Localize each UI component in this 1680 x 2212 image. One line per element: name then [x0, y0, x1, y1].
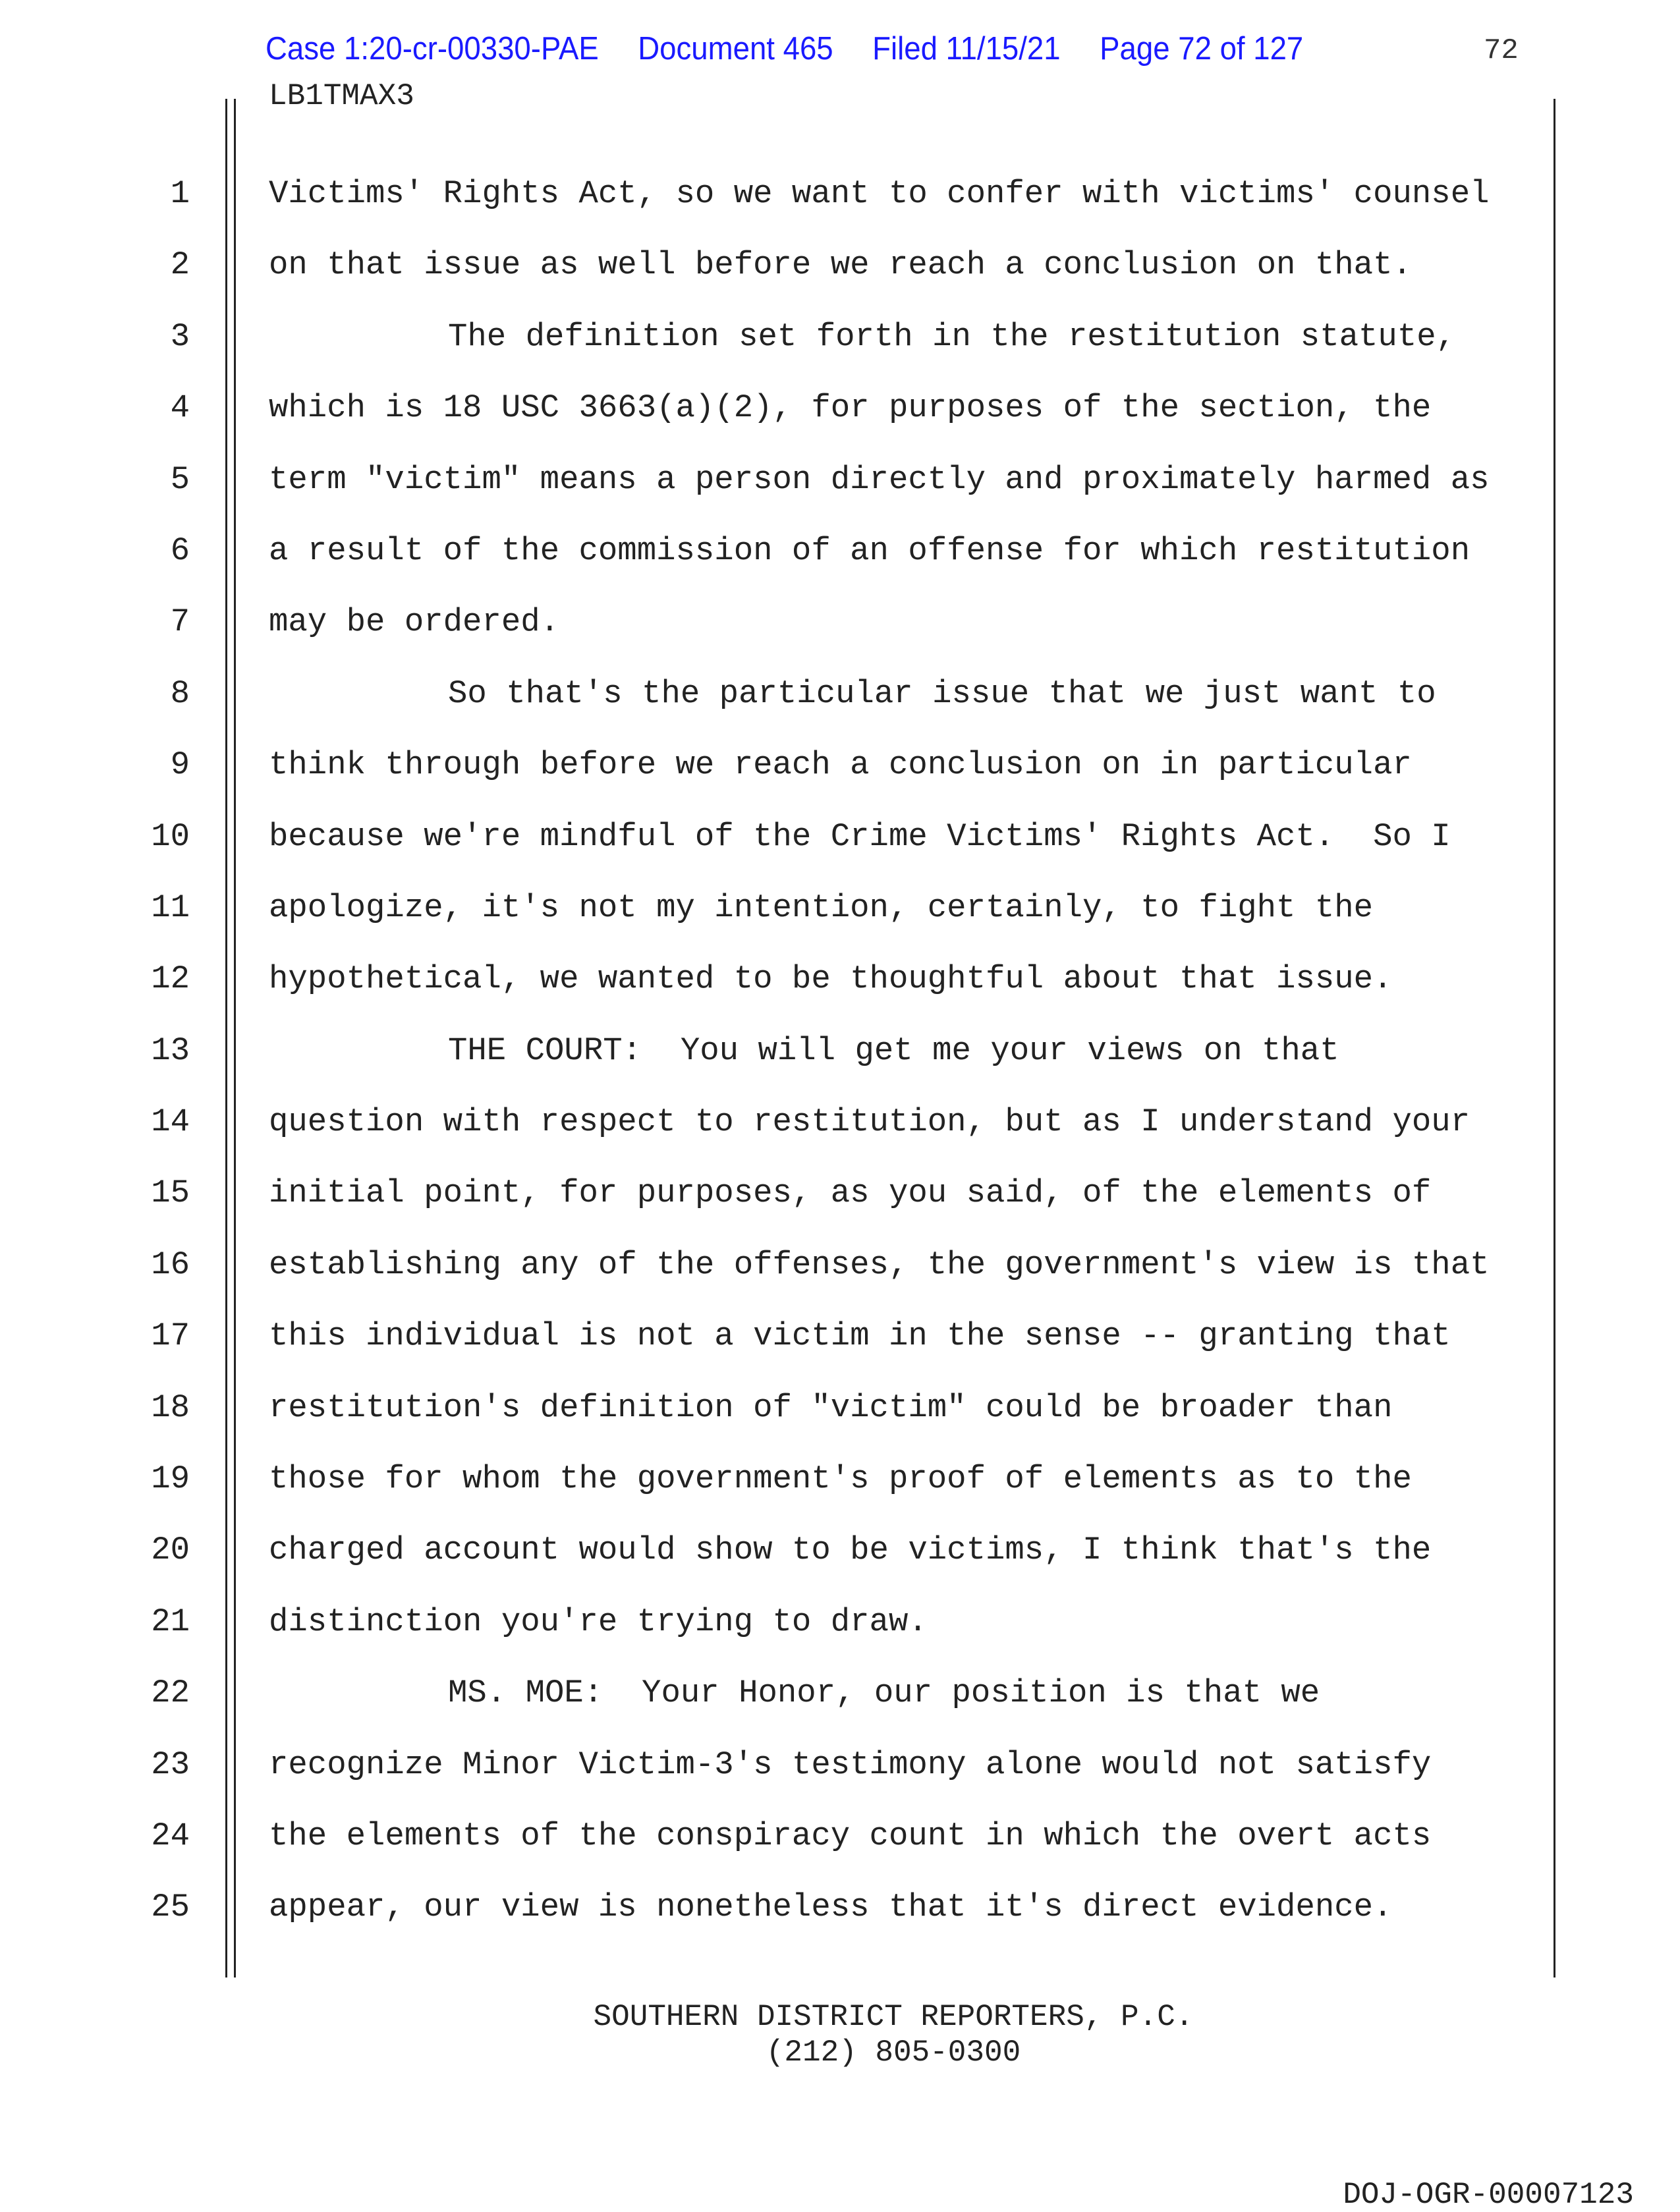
- line-number: 24: [151, 1817, 190, 1854]
- transcript-line: [0, 586, 1680, 657]
- page-number: 72: [1484, 34, 1519, 67]
- line-text: those for whom the government's proof of elements as to the: [269, 1460, 1412, 1498]
- line-text: which is 18 USC 3663(a)(2), for purposes of the section, the: [269, 389, 1432, 427]
- line-text: charged account would show to be victims, I think that's the: [269, 1532, 1432, 1569]
- line-text: may be ordered.: [269, 603, 560, 641]
- transcript-code: LB1TMAX3: [269, 79, 414, 113]
- line-number: 21: [151, 1603, 190, 1640]
- line-text: question with respect to restitution, but as I understand your: [269, 1103, 1470, 1141]
- line-number: 4: [170, 389, 190, 427]
- transcript-line: [0, 1514, 1680, 1586]
- line-number: 18: [151, 1389, 190, 1426]
- case-number: Case 1:20-cr-00330-PAE: [266, 31, 599, 67]
- line-text: establishing any of the offenses, the government's view is that: [269, 1246, 1490, 1283]
- line-text: distinction you're trying to draw.: [269, 1603, 928, 1640]
- reporter-name: SOUTHERN DISTRICT REPORTERS, P.C.: [593, 2000, 1194, 2034]
- line-number: 13: [151, 1032, 190, 1069]
- line-number: 2: [170, 246, 190, 284]
- line-text: this individual is not a victim in the sense -- granting that: [269, 1317, 1451, 1355]
- line-text: appear, our view is nonetheless that it's direct evidence.: [269, 1889, 1393, 1926]
- line-text: think through before we reach a conclusion on in particular: [269, 746, 1412, 784]
- transcript-line: [0, 1443, 1680, 1514]
- line-number: 1: [170, 175, 190, 212]
- line-text: because we're mindful of the Crime Victims' Rights Act. So I: [269, 817, 1451, 855]
- line-number: 23: [151, 1746, 190, 1783]
- page-of-total: Page 72 of 127: [1100, 31, 1304, 67]
- transcript-line: [0, 1015, 1680, 1086]
- line-number: 12: [151, 960, 190, 998]
- line-text: term "victim" means a person directly and proximately harmed as: [269, 460, 1490, 498]
- line-number: 11: [151, 889, 190, 926]
- bates-number: DOJ-OGR-00007123: [1343, 2178, 1634, 2212]
- line-number: 6: [170, 532, 190, 569]
- line-number: 7: [170, 603, 190, 641]
- transcript-line: [0, 515, 1680, 586]
- transcript-line: [0, 943, 1680, 1014]
- line-text: MS. MOE: Your Honor, our position is that we: [448, 1674, 1320, 1712]
- line-number: 20: [151, 1532, 190, 1569]
- transcript-line: [0, 372, 1680, 443]
- line-text: a result of the commission of an offense for which restitution: [269, 532, 1470, 569]
- line-text: the elements of the conspiracy count in which the overt acts: [269, 1817, 1432, 1854]
- transcript-line: [0, 872, 1680, 943]
- transcript-line: [0, 1372, 1680, 1443]
- document-number: Document 465: [638, 31, 833, 67]
- transcript-line: [0, 1157, 1680, 1229]
- transcript-line: [0, 1729, 1680, 1800]
- filed-date: Filed 11/15/21: [872, 31, 1061, 67]
- line-text: hypothetical, we wanted to be thoughtful about that issue.: [269, 960, 1393, 998]
- transcript-line: [0, 658, 1680, 729]
- transcript-line: [0, 1800, 1680, 1871]
- transcript-line: [0, 158, 1680, 229]
- line-number: 9: [170, 746, 190, 784]
- line-number: 19: [151, 1460, 190, 1498]
- transcript-line: [0, 1300, 1680, 1371]
- line-number: 8: [170, 675, 190, 712]
- line-number: 3: [170, 318, 190, 355]
- line-text: initial point, for purposes, as you said, of the elements of: [269, 1175, 1432, 1212]
- transcript-line: [0, 1871, 1680, 1943]
- line-text: recognize Minor Victim-3's testimony alone would not satisfy: [269, 1746, 1432, 1783]
- line-text: Victims' Rights Act, so we want to confer with victims' counsel: [269, 175, 1490, 212]
- transcript-line: [0, 1657, 1680, 1728]
- line-number: 25: [151, 1889, 190, 1926]
- transcript-line: [0, 1586, 1680, 1657]
- transcript-line: [0, 444, 1680, 515]
- case-header: [266, 30, 1343, 67]
- transcript-body: [0, 158, 1680, 1943]
- line-number: 5: [170, 460, 190, 498]
- line-number: 10: [151, 817, 190, 855]
- line-number: 17: [151, 1317, 190, 1355]
- transcript-line: [0, 729, 1680, 800]
- line-text: So that's the particular issue that we just want to: [448, 675, 1436, 712]
- transcript-line: [0, 1086, 1680, 1157]
- transcript-line: [0, 801, 1680, 872]
- line-text: apologize, it's not my intention, certainly, to fight the: [269, 889, 1374, 926]
- transcript-line: [0, 1229, 1680, 1300]
- line-text: THE COURT: You will get me your views on that: [448, 1032, 1339, 1069]
- line-text: on that issue as well before we reach a conclusion on that.: [269, 246, 1412, 284]
- transcript-line: [0, 301, 1680, 372]
- line-text: restitution's definition of "victim" could be broader than: [269, 1389, 1393, 1426]
- line-number: 16: [151, 1246, 190, 1283]
- line-text: The definition set forth in the restitution statute,: [448, 318, 1456, 355]
- line-number: 14: [151, 1103, 190, 1141]
- line-number: 15: [151, 1175, 190, 1212]
- transcript-line: [0, 229, 1680, 300]
- line-number: 22: [151, 1674, 190, 1712]
- reporter-phone: (212) 805-0300: [766, 2035, 1021, 2070]
